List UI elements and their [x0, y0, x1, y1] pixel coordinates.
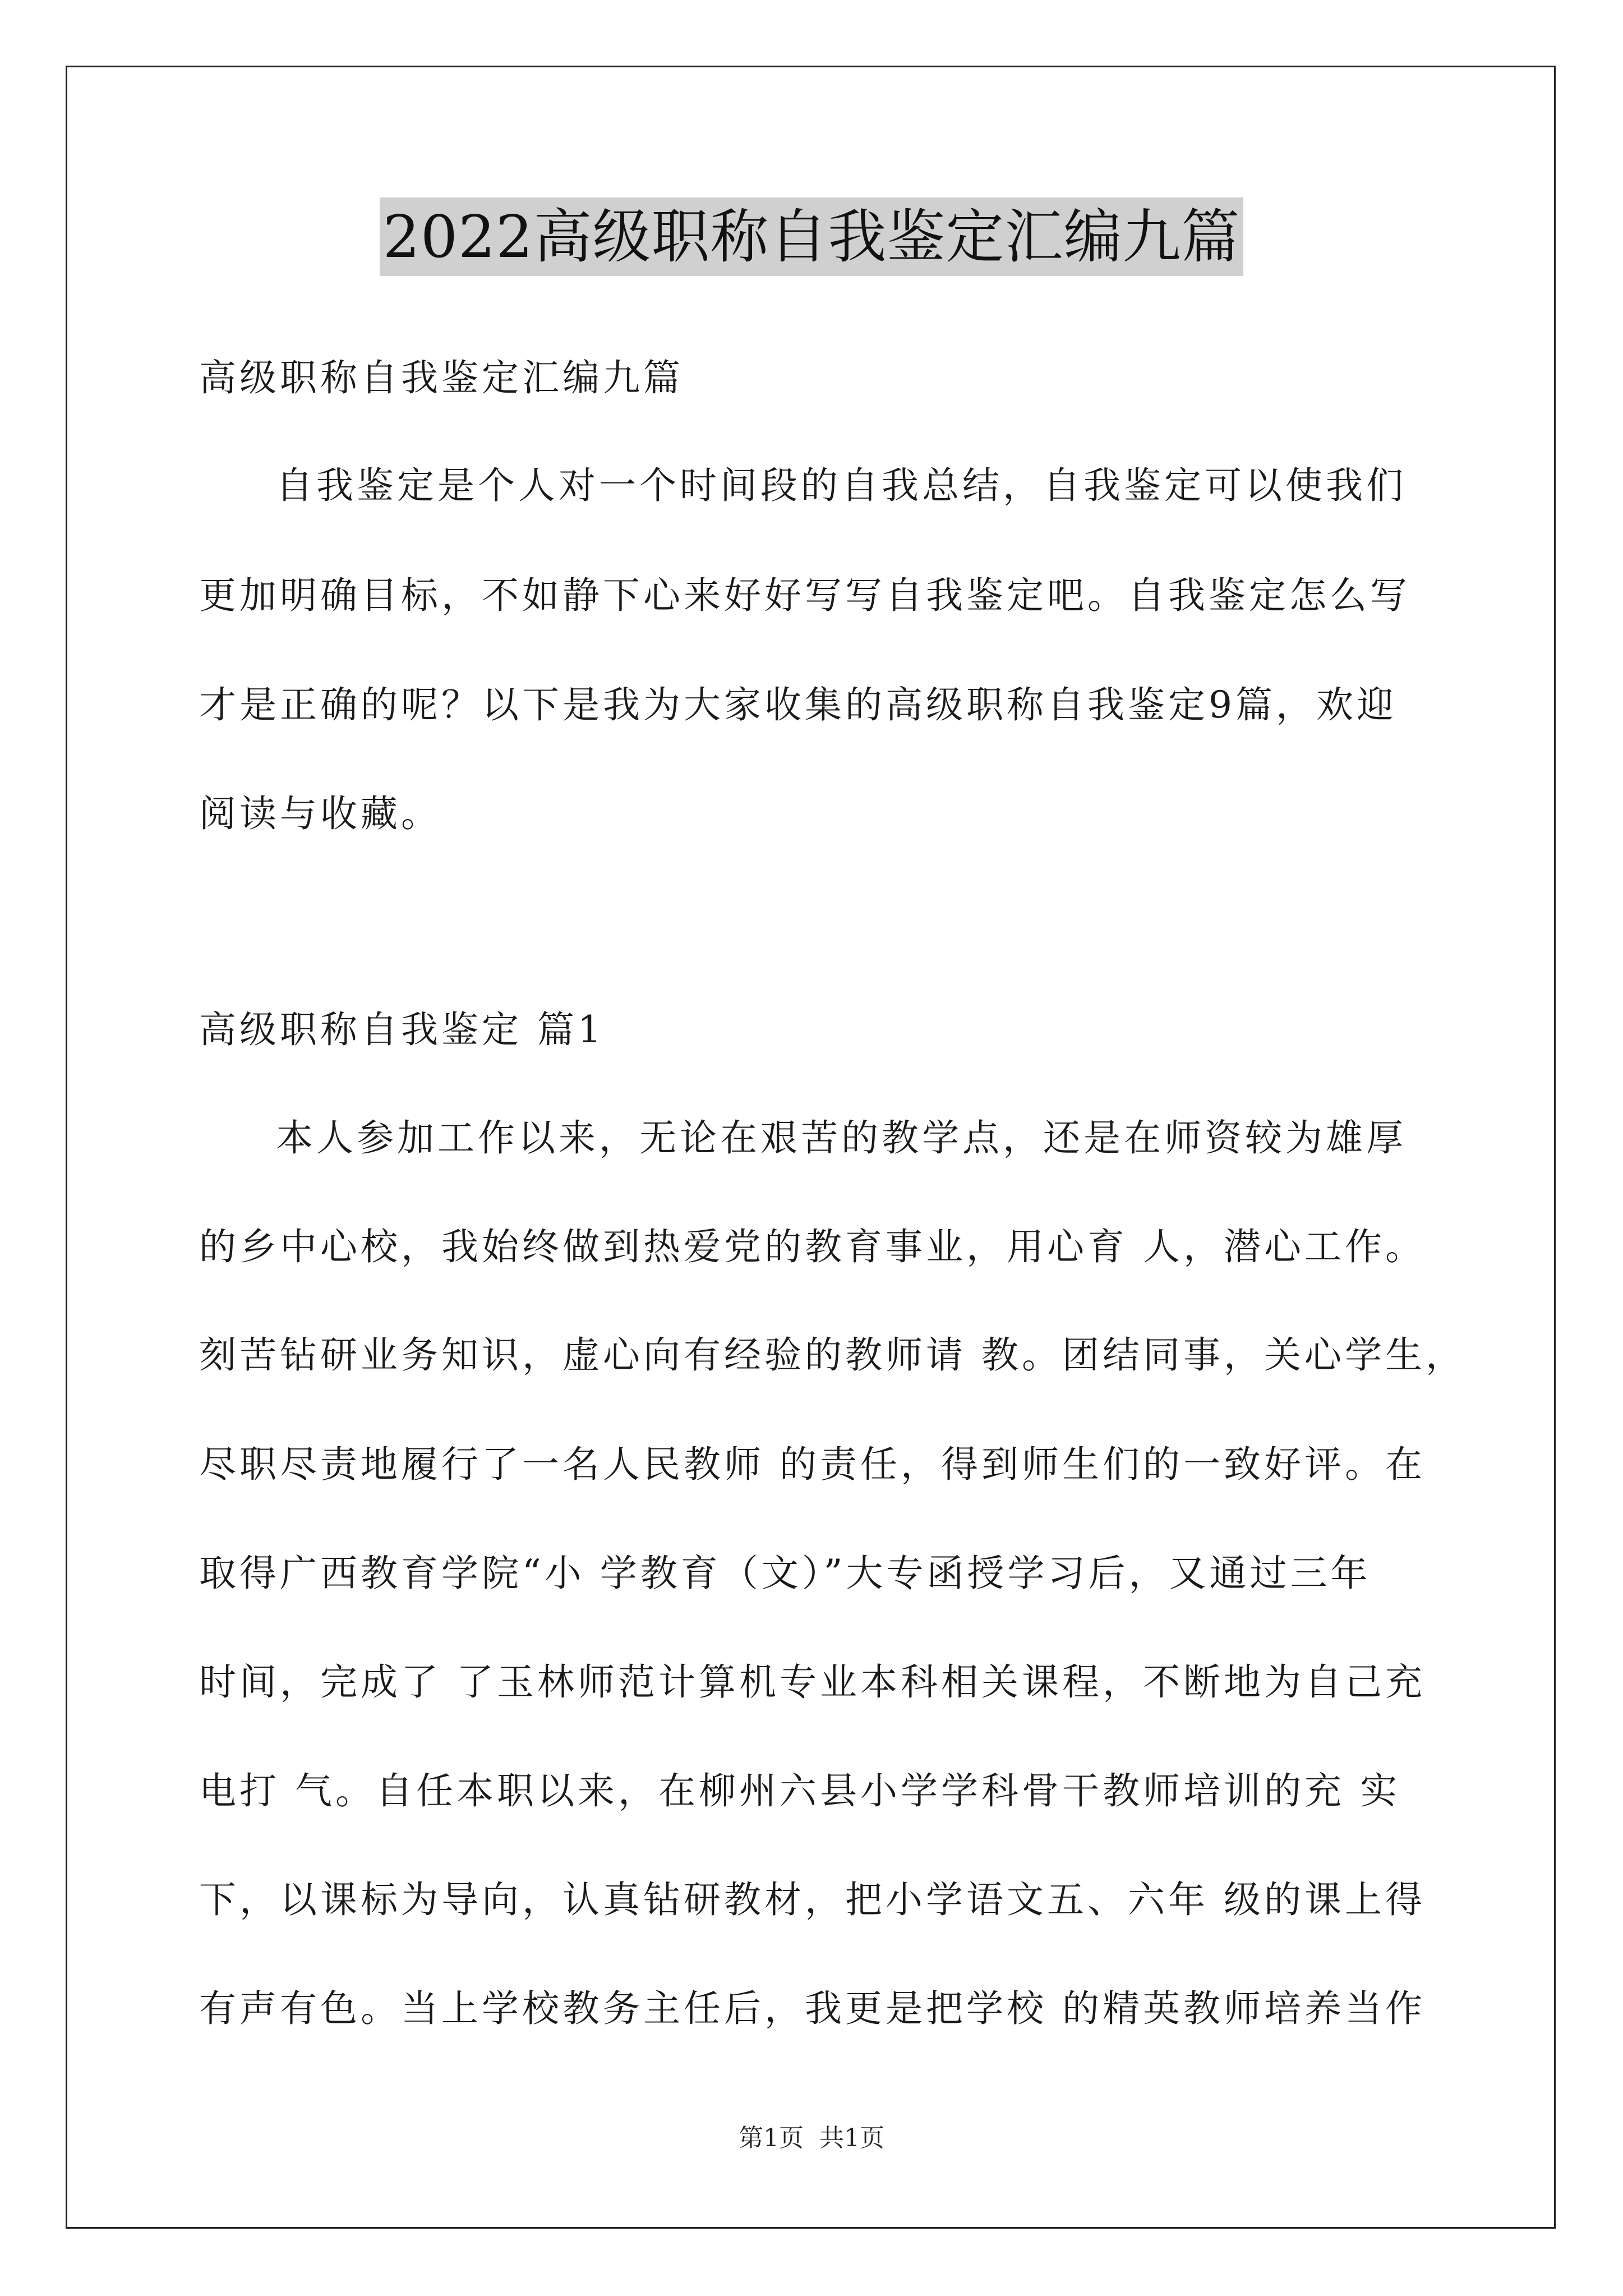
body-line: 本人参加工作以来，无论在艰苦的教学点，还是在师资较为雄厚	[276, 1116, 1407, 1159]
body-line: 时间，完成了 了玉林师范计算机专业本科相关课程，不断地为自己充	[199, 1660, 1426, 1704]
page-number: 第1页	[739, 2124, 804, 2152]
body-line: 刻苦钻研业务知识，虚心向有经验的教师请 教。团结同事，关心学生，	[199, 1333, 1466, 1377]
document-title: 2022高级职称自我鉴定汇编九篇	[380, 197, 1244, 276]
intro-line: 阅读与收藏。	[199, 792, 441, 835]
intro-line: 才是正确的呢？以下是我为大家收集的高级职称自我鉴定9篇，欢迎	[199, 683, 1397, 726]
page-footer	[0, 2123, 1623, 2154]
document-subtitle: 高级职称自我鉴定汇编九篇	[199, 356, 684, 399]
section-heading: 高级职称自我鉴定 篇1	[199, 1008, 605, 1051]
intro-line: 更加明确目标，不如静下心来好好写写自我鉴定吧。自我鉴定怎么写	[199, 574, 1410, 617]
page-total: 共1页	[819, 2124, 884, 2152]
intro-line: 自我鉴定是个人对一个时间段的自我总结，自我鉴定可以使我们	[276, 464, 1407, 507]
body-line: 电打 气。自任本职以来，在柳州六县小学学科骨干教师培训的充 实	[199, 1769, 1400, 1812]
title-container	[0, 197, 1623, 276]
body-line: 下，以课标为导向，认真钻研教材，把小学语文五、六年 级的课上得	[199, 1878, 1426, 1921]
body-line: 有声有色。当上学校教务主任后，我更是把学校 的精英教师培养当作	[199, 1987, 1426, 2030]
body-line: 的乡中心校，我始终做到热爱党的教育事业，用心育 人，潜心工作。	[199, 1225, 1426, 1268]
body-line: 取得广西教育学院“小 学教育（文）”大专函授学习后，又通过三年	[199, 1552, 1371, 1595]
body-line: 尽职尽责地履行了一名人民教师 的责任，得到师生们的一致好评。在	[199, 1443, 1426, 1486]
